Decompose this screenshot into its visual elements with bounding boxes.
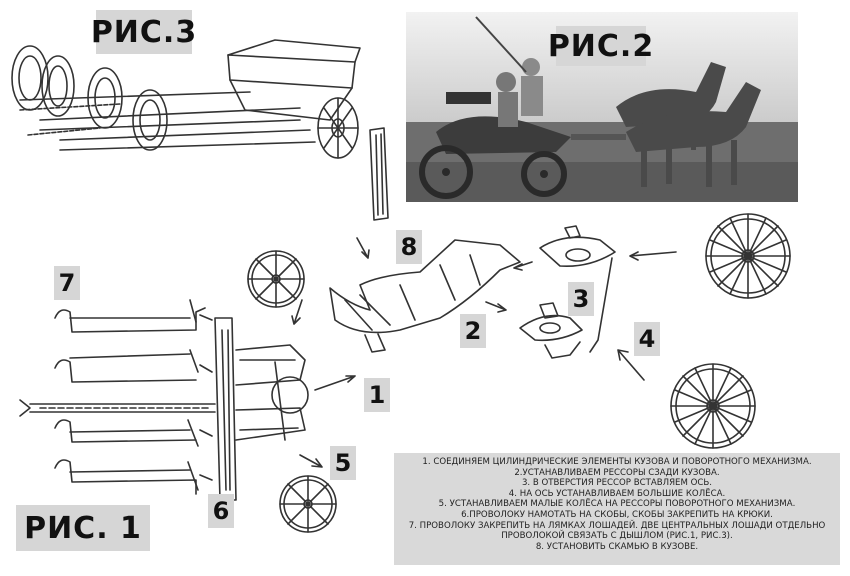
arrow-3 [630,252,676,260]
instruction-line: ПРОВОЛОКОЙ СВЯЗАТЬ С ДЫШЛОМ (РИС.1, РИС.3). [501,531,733,542]
fig1-title: РИС. 1 [16,505,150,551]
step-number-6: 6 [208,494,234,528]
instruction-line: 1. СОЕДИНЯЕМ ЦИЛИНДРИЧЕСКИЕ ЭЛЕМЕНТЫ КУЗОВА И ПОВОРОТНОГО МЕХАНИЗМА. [422,457,812,467]
step-number-5: 5 [330,446,356,480]
fig3-title: РИС.3 [96,10,192,54]
instruction-line: 6.ПРОВОЛОКУ НАМОТАТЬ НА СКОБЫ, СКОБЫ ЗАКРЕПИТЬ НА КРЮКИ. [461,509,773,520]
harness-wires [55,300,212,494]
arrow-wheel [292,300,302,324]
instruction-line: 4. НА ОСЬ УСТАНАВЛИВАЕМ БОЛЬШИЕ КОЛЁСА. [508,488,726,499]
step-number-8: 8 [396,230,422,264]
large-wheel-bottom [671,364,755,448]
bench-part [370,128,388,220]
large-wheel-top [706,214,790,298]
assembly-instructions [394,453,840,565]
instruction-line: 5. УСТАНАВЛИВАЕМ МАЛЫЕ КОЛЁСА НА РЕССОРЫ ПОВОРОТНОГО МЕХАНИЗМА. [438,499,796,510]
step-number-1: 1 [364,378,390,412]
instruction-line: 3. В ОТВЕРСТИЯ РЕССОР ВСТАВЛЯЕМ ОСЬ. [521,478,713,489]
instruction-line: 7. ПРОВОЛОКУ ЗАКРЕПИТЬ НА ЛЯМКАХ ЛОШАДЕЙ. ДВЕ ЦЕНТРАЛЬНЫХ ЛОШАДИ ОТДЕЛЬНО [408,520,826,531]
fig2-title: РИС.2 [556,26,646,66]
arrow-8 [357,238,369,258]
arrow-1 [315,376,355,390]
step-number-3: 3 [568,282,594,316]
small-wheel-top [248,251,304,307]
instruction-line: 2.УСТАНАВЛИВАЕМ РЕССОРЫ СЗАДИ КУЗОВА. [514,467,720,478]
arrow-2 [486,302,506,312]
fig3-harness-drawing [12,40,360,158]
step-number-2: 2 [460,314,486,348]
cart-body-part [330,240,520,352]
fig1-chassis-drawing [20,318,308,500]
instruction-line: 8. УСТАНОВИТЬ СКАМЬЮ В КУЗОВЕ. [535,541,699,552]
arrow-5 [300,455,322,467]
small-wheel-bottom [280,476,336,532]
step-number-4: 4 [634,322,660,356]
step-number-7: 7 [54,266,80,300]
